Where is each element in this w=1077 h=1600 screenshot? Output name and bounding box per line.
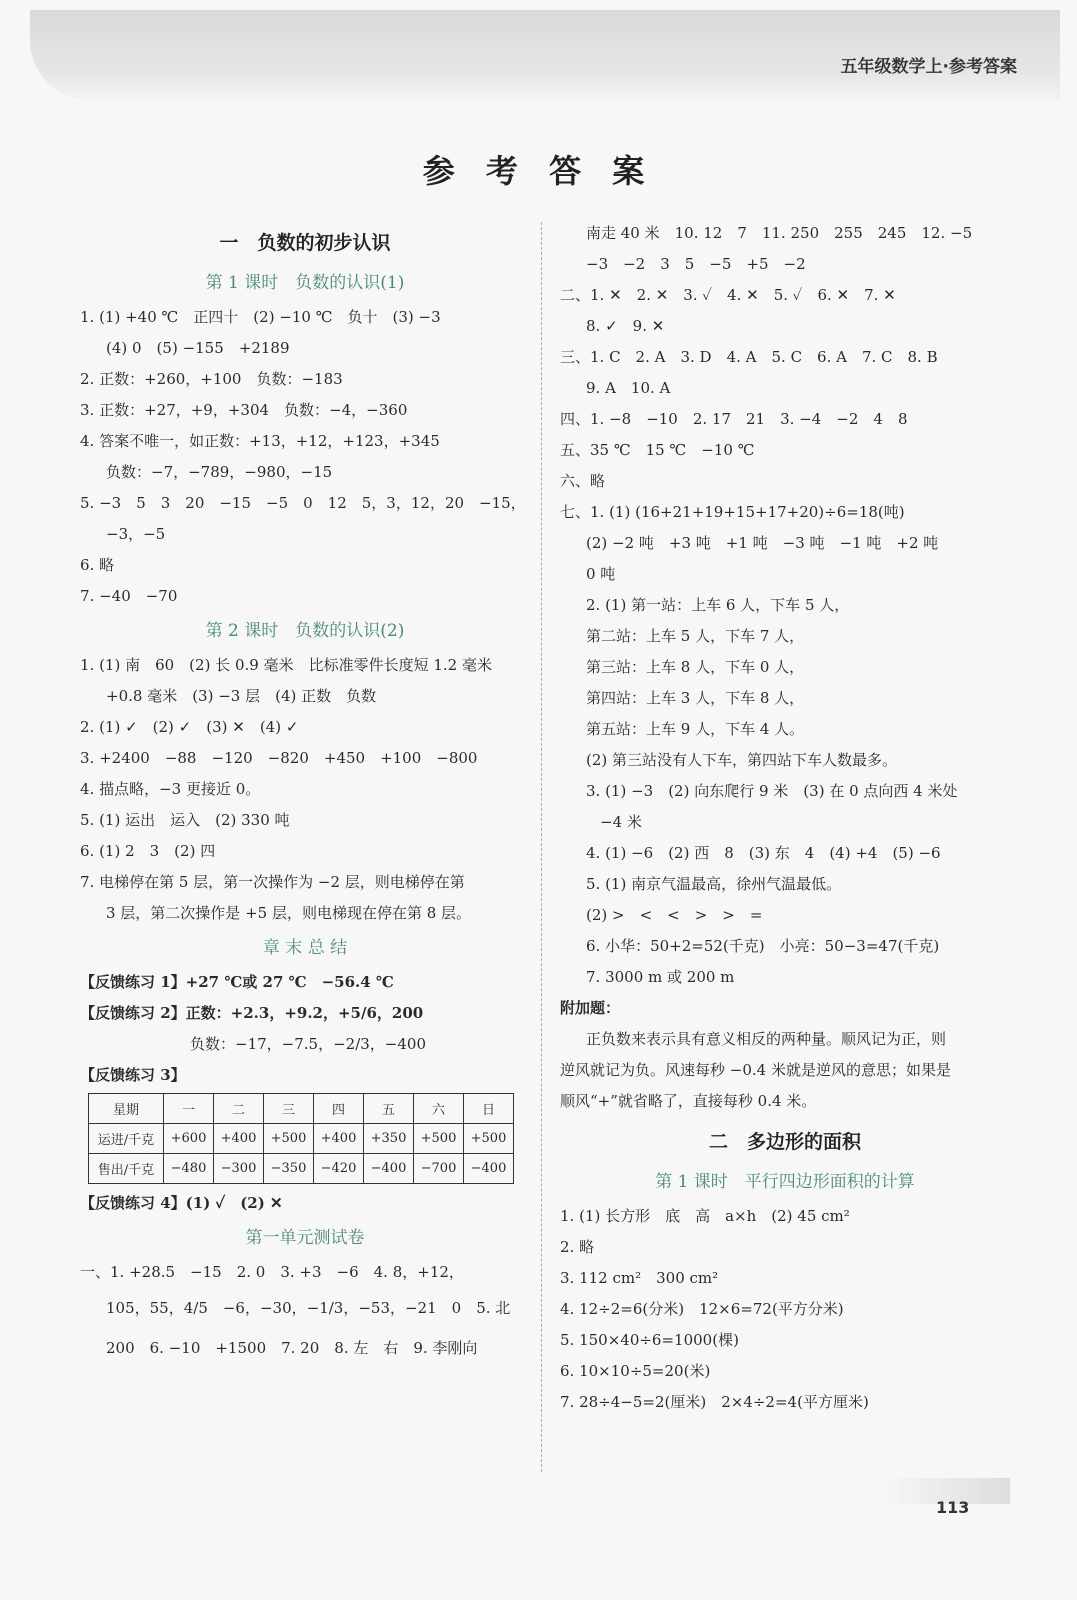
answer-line: 3 层，第二次操作是 +5 层，则电梯现在停在第 8 层。 [106,904,472,922]
answer-line: 7. 电梯停在第 5 层，第一次操作为 −2 层，则电梯停在第 [80,873,465,891]
answer-line: 二、1. ✕ 2. ✕ 3. ✓ 4. ✕ 5. ✓ 6. ✕ 7. ✕ [560,286,896,304]
answer-line: 5. 150×40÷6=1000(棵) [560,1331,739,1349]
table-cell: −350 [264,1154,314,1184]
answer-line: 一、1. +28.5 −15 2. 0 3. +3 −6 4. 8，+12， [80,1263,464,1281]
table-cell: 运进/千克 [89,1124,164,1154]
answer-line: −3 −2 3 5 −5 +5 −2 [586,255,806,273]
table-cell: 四 [314,1094,364,1124]
table-cell: +350 [364,1124,414,1154]
answer-line: 6. (1) 2 3 (2) 四 [80,842,216,860]
section-heading: 二 多边形的面积 [708,1131,861,1153]
bonus-label: 附加题： [560,999,621,1017]
answer-line: 5. (1) 南京气温最高，徐州气温最低。 [586,875,842,893]
right-column [560,218,1010,1418]
answer-line: 7. 28÷4−5=2(厘米) 2×4÷2=4(平方厘米) [560,1393,869,1411]
table-cell: −700 [414,1154,464,1184]
table-cell: 五 [364,1094,414,1124]
answer-line: (2) −2 吨 +3 吨 +1 吨 −3 吨 −1 吨 +2 吨 [586,534,939,552]
answer-line: 4. 描点略，−3 更接近 0。 [80,780,261,798]
feedback-2: 【反馈练习 2】正数：+2.3，+9.2，+5/6，200 [80,1004,424,1022]
table-cell: 六 [414,1094,464,1124]
answer-line: 6. 略 [80,556,115,574]
summary-heading: 章 末 总 结 [262,938,348,958]
column-divider [541,222,542,1472]
answer-line: 3. 112 cm² 300 cm² [560,1269,719,1287]
table-row [89,1154,514,1184]
feedback-3: 【反馈练习 3】 [80,1066,186,1084]
answer-line: 1. (1) +40 ℃ 正四十 (2) −10 ℃ 负十 (3) −3 [80,308,441,326]
running-title: 五年级数学上·参考答案 [840,57,1017,77]
answer-line: 3. +2400 −88 −120 −820 +450 +100 −800 [80,749,478,767]
answer-line: 1. (1) 长方形 底 高 a×h (2) 45 cm² [560,1207,850,1225]
table-cell: +600 [164,1124,214,1154]
answer-line: 第三站：上车 8 人，下车 0 人， [586,658,805,676]
answer-line: (4) 0 (5) −155 +2189 [106,339,290,357]
answer-line: 1. (1) 南 60 (2) 长 0.9 毫米 比标准零件长度短 1.2 毫米 [80,656,492,674]
answer-line: 7. 3000 m 或 200 m [586,968,735,986]
lesson-heading: 第 2 课时 负数的认识(2) [205,621,405,641]
left-column [80,218,530,1368]
feedback-2-negatives: 负数：−17，−7.5，−2/3，−400 [190,1035,426,1053]
table-cell: +400 [314,1124,364,1154]
feedback-table [88,1093,514,1184]
table-cell: 三 [264,1094,314,1124]
answer-line: 6. 小华：50+2=52(千克) 小亮：50−3=47(千克) [586,937,940,955]
lesson-heading: 第 1 课时 负数的认识(1) [205,273,405,293]
answer-line: 逆风就记为负。风速每秒 −0.4 米就是逆风的意思；如果是 [560,1061,951,1079]
answer-line: 3. 正数：+27，+9，+304 负数：−4，−360 [80,401,408,419]
table-cell: +500 [464,1124,514,1154]
answer-line: 正负数来表示具有意义相反的两种量。顺风记为正，则 [586,1030,947,1048]
answer-line: 南走 40 米 10. 12 7 11. 250 255 245 12. −5 [586,224,973,242]
page-number: 113 [936,1498,970,1517]
answer-line: 2. 正数：+260，+100 负数：−183 [80,370,343,388]
answer-line: 5. −3 5 3 20 −15 −5 0 12 5，3，12，20 −15， [80,494,526,512]
answer-line: 9. A 10. A [586,379,671,397]
answer-line: 五、35 ℃ 15 ℃ −10 ℃ [560,441,755,459]
table-cell: 星期 [89,1094,164,1124]
answer-line: 2. (1) 第一站：上车 6 人，下车 5 人， [586,596,850,614]
table-cell: +500 [264,1124,314,1154]
table-cell: −400 [364,1154,414,1184]
table-cell: −480 [164,1154,214,1184]
answer-line: 200 6. −10 +1500 7. 20 8. 左 右 9. 李刚向 [106,1339,478,1357]
answer-line: 8. ✓ 9. ✕ [586,317,665,335]
answer-line: 6. 10×10÷5=20(米) [560,1362,711,1380]
answer-line: 0 吨 [586,565,616,583]
answer-line: 2. (1) ✓ (2) ✓ (3) ✕ (4) ✓ [80,718,299,736]
feedback-4: 【反馈练习 4】(1) ✓ (2) ✕ [80,1194,283,1212]
table-cell: −400 [464,1154,514,1184]
table-row [89,1124,514,1154]
answer-line: 顺风“+”就省略了，直接每秒 0.4 米。 [560,1092,817,1110]
table-cell: 售出/千克 [89,1154,164,1184]
answer-line: 第二站：上车 5 人，下车 7 人， [586,627,805,645]
answer-line: 2. 略 [560,1238,595,1256]
feedback-1: 【反馈练习 1】+27 ℃或 27 ℃ −56.4 ℃ [80,973,394,991]
answer-line: 4. 答案不唯一，如正数：+13，+12，+123，+345 [80,432,440,450]
answer-line: 负数：−7，−789，−980，−15 [106,463,333,481]
answer-line: −3，−5 [106,525,166,543]
table-cell: +500 [414,1124,464,1154]
table-cell: 日 [464,1094,514,1124]
answer-line: 7. −40 −70 [80,587,178,605]
section-heading: 一 负数的初步认识 [219,232,391,254]
answer-line: 3. (1) −3 (2) 向东爬行 9 米 (3) 在 0 点向西 4 米处 [586,782,958,800]
table-cell: −420 [314,1154,364,1184]
answer-line: 第四站：上车 3 人，下车 8 人， [586,689,805,707]
table-cell: +400 [214,1124,264,1154]
answer-line: 第五站：上车 9 人，下车 4 人。 [586,720,805,738]
answer-line: 105，55，4/5 −6，−30，−1/3，−53，−21 0 5. 北 [106,1299,511,1317]
answer-line: (2) 第三站没有人下车，第四站下车人数最多。 [586,751,898,769]
answer-line: 5. (1) 运出 运入 (2) 330 吨 [80,811,290,829]
answer-line: 三、1. C 2. A 3. D 4. A 5. C 6. A 7. C 8. B [560,348,938,366]
answer-line: 七、1. (1) (16+21+19+15+17+20)÷6=18(吨) [560,503,905,521]
answer-line: (2) > < < > > = [586,906,763,924]
answer-line: +0.8 毫米 (3) −3 层 (4) 正数 负数 [106,687,377,705]
answer-line: −4 米 [600,813,642,831]
table-cell: −300 [214,1154,264,1184]
answer-line: 4. 12÷2=6(分米) 12×6=72(平方分米) [560,1300,844,1318]
table-cell: 二 [214,1094,264,1124]
answer-line: 四、1. −8 −10 2. 17 21 3. −4 −2 4 8 [560,410,908,428]
table-cell: 一 [164,1094,214,1124]
answer-line: 六、略 [560,472,606,490]
lesson-heading: 第 1 课时 平行四边形面积的计算 [655,1172,915,1192]
page-title: 参 考 答 案 [422,152,655,190]
table-header-row [89,1094,514,1124]
unit-test-heading: 第一单元测试卷 [245,1228,365,1248]
answer-line: 4. (1) −6 (2) 西 8 (3) 东 4 (4) +4 (5) −6 [586,844,941,862]
